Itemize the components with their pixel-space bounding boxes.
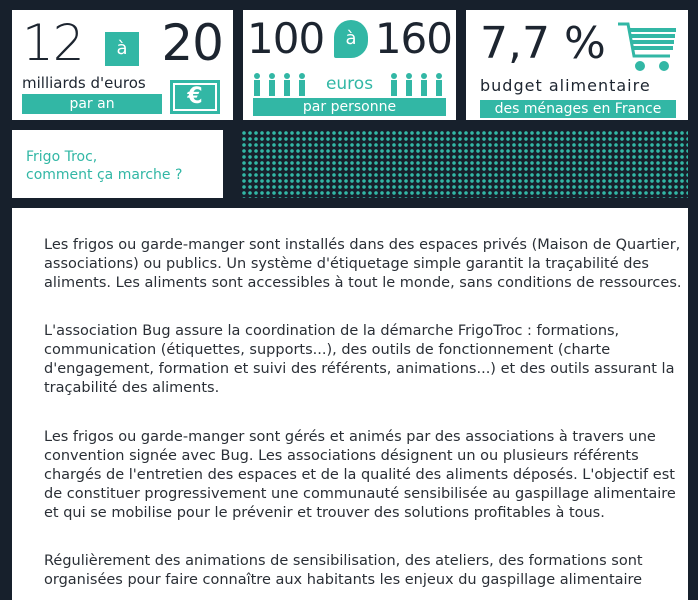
stat-value: 7,7 % bbox=[480, 18, 606, 69]
shopping-cart-icon bbox=[616, 20, 680, 74]
paragraph: L'association Bug assure la coordination de la démarche FrigoTroc : formations, communication (étiquettes, supports...), des outils de fonctionnement (charte d'engagement, formation et suivi des référents, animations...) et des outils assurant la traçabilité des aliments. bbox=[44, 323, 675, 396]
stat-bar-label: des ménages en France bbox=[480, 100, 676, 118]
stat-bar-label: par an bbox=[22, 94, 162, 114]
stat-to-value: 20 bbox=[161, 14, 223, 72]
stat-card-per-person bbox=[243, 10, 456, 120]
stat-unit-text: budget alimentaire bbox=[480, 76, 651, 95]
dot-pattern bbox=[241, 130, 688, 198]
section-title-card bbox=[12, 130, 223, 198]
content-panel bbox=[12, 208, 688, 600]
person-icon bbox=[388, 72, 448, 98]
stat-bar-label: par personne bbox=[253, 98, 446, 116]
paragraph: Les frigos ou garde-manger sont installés dans des espaces privés (Maison de Quartier, associations) ou publics. Un système d'étiquetage simple garantit la traçabilité des aliments. Les aliments sont accessibles à tout le monde, sans conditions de ressources. bbox=[44, 237, 682, 291]
stat-from-value: 100 bbox=[247, 14, 325, 63]
paragraph: Régulièrement des animations de sensibilisation, des ateliers, des formations sont organisées pour faire connaître aux habitants les enjeux du gaspillage alimentaire bbox=[44, 553, 643, 588]
paragraph: Les frigos ou garde-manger sont gérés et animés par des associations à travers une convention signée avec Bug. Les associations désignent un ou plusieurs référents chargés de l'entretien des espaces et de la qualité des aliments déposés. L'objectif est de constituer progressivement une communauté sensibilisée au gaspillage alimentaire et qui se mobilise pour le prévenir et trouver des solutions profitables à tous. bbox=[44, 429, 676, 521]
section-title: Frigo Troc, comment ça marche ? bbox=[26, 149, 183, 183]
euro-icon: € bbox=[170, 80, 220, 114]
stat-unit-text: euros bbox=[325, 74, 374, 94]
stat-unit-text: milliards d'euros bbox=[22, 74, 146, 92]
stat-between-badge: à bbox=[105, 32, 139, 66]
stat-card-annual-waste bbox=[12, 10, 233, 120]
stat-from-value: 12 bbox=[22, 14, 84, 72]
stat-between-badge: à bbox=[334, 20, 368, 58]
stat-card-food-budget bbox=[466, 10, 688, 120]
stat-to-value: 160 bbox=[374, 14, 452, 63]
